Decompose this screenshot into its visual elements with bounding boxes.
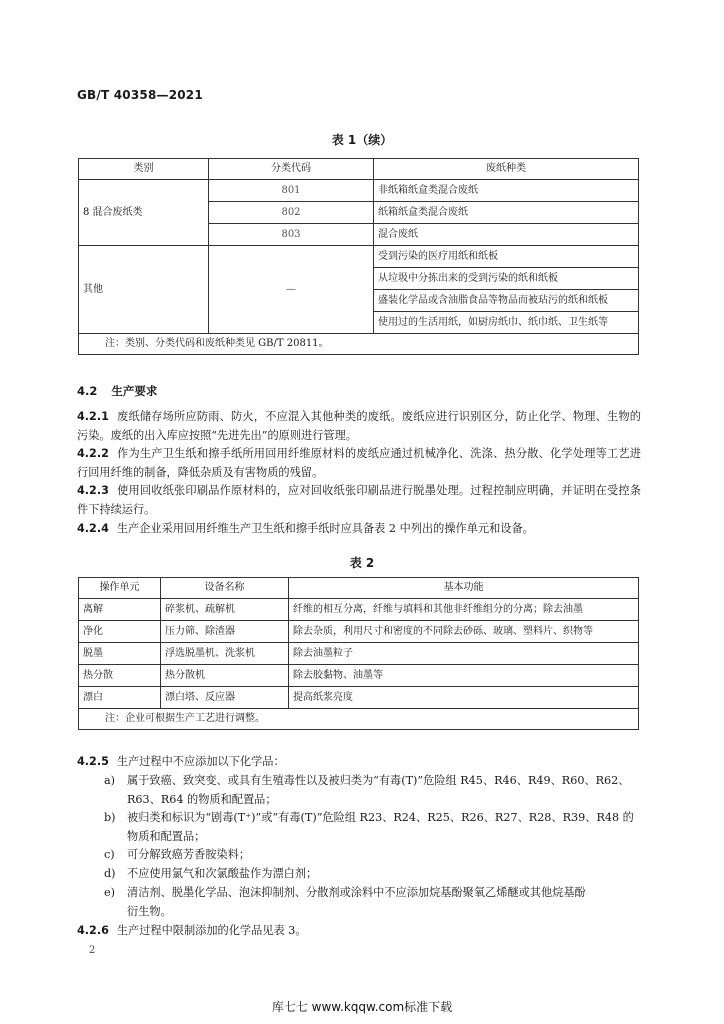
table1-caption: 表 1（续）: [331, 133, 393, 147]
list-label: c): [104, 848, 115, 861]
table2-unit-cell: 离解: [79, 599, 161, 621]
table-row: [79, 687, 639, 709]
table-row: [79, 621, 639, 643]
table1-header-code: 分类代码: [209, 159, 374, 180]
table1-group-label: 8 混合废纸类: [79, 180, 209, 246]
table2-header-unit: 操作单元: [79, 578, 161, 599]
table1-header-type: 废纸种类: [374, 159, 639, 180]
table1-code-cell: —: [209, 246, 374, 334]
section-number: 4.2: [77, 384, 98, 398]
table1-type-cell: 盛装化学品或含油脂食品等物品而被玷污的纸和纸板: [374, 290, 639, 312]
table2-note: 注：企业可根据生产工艺进行调整。: [79, 709, 639, 730]
list-text: [127, 884, 641, 921]
table-row: [79, 643, 639, 665]
table2-equip-cell: 热分散机: [161, 665, 289, 687]
list-label: a): [104, 774, 116, 787]
clause-number: 4.2.6: [77, 924, 109, 937]
table2-func-cell: 除去油墨粒子: [289, 643, 639, 665]
table1-type-cell: 混合废纸: [374, 224, 639, 246]
table2-equip-cell: 压力筛、除渣器: [161, 621, 289, 643]
table1-type-cell: 使用过的生活用纸，如厨房纸巾、纸巾纸、卫生纸等: [374, 312, 639, 334]
clause-number: 4.2.2: [77, 447, 109, 460]
table2: [78, 577, 639, 730]
table1-header-category: 类别: [79, 159, 209, 180]
table2-equip-cell: 碎浆机、疏解机: [161, 599, 289, 621]
list-line: 物质和配置品；: [127, 829, 206, 843]
table2-header-function: 基本功能: [289, 578, 639, 599]
table1-code-cell: 802: [209, 202, 374, 224]
table2-func-cell: 提高纸浆亮度: [289, 687, 639, 709]
section-heading: [77, 383, 171, 399]
clause-number: 4.2.4: [77, 522, 109, 535]
section-title: 生产要求: [111, 384, 158, 398]
clause-number: 4.2.1: [77, 410, 109, 423]
table-row: [79, 599, 639, 621]
table-row: [79, 246, 639, 268]
footer-watermark: 库七七 www.kqqw.com标准下载: [271, 1000, 453, 1014]
clause-text: 使用回收纸张印刷品作原材料的，应对回收纸张印刷品进行脱墨处理。过程控制应明确，并证明在受控条件下持续运行。: [77, 484, 641, 516]
table1-type-cell: 非纸箱纸盒类混合废纸: [374, 180, 639, 202]
table1-group-label: 其他: [79, 246, 209, 334]
table2-func-cell: 除去杂质，利用尺寸和密度的不同除去砂砾、玻璃、塑料片、织物等: [289, 621, 639, 643]
list-text: [127, 846, 641, 865]
clause-number: 4.2.5: [77, 755, 109, 768]
list-item: [77, 884, 641, 921]
clause-4-2-2: [77, 445, 641, 482]
clause-4-2-4: [77, 520, 641, 539]
table1-type-cell: 从垃圾中分拣出来的受到污染的纸和纸板: [374, 268, 639, 290]
clause-number: 4.2.3: [77, 484, 109, 497]
table1-code-cell: 803: [209, 224, 374, 246]
list-line: 清洁剂、脱墨化学品、泡沫抑制剂、分散剂或涂料中不应添加烷基酚聚氧乙烯醚或其他烷基酚: [127, 886, 586, 899]
list-line: 不应使用氯气和次氯酸盐作为漂白剂；: [127, 867, 318, 880]
table1: [78, 158, 639, 355]
table2-header-row: [79, 578, 639, 599]
clause-text: 废纸储存场所应防雨、防火，不应混入其他种类的废纸。废纸应进行识别区分，防止化学、物理、生物的污染。废纸的出入库应按照“先进先出”的原则进行管理。: [77, 410, 641, 442]
list-line: 属于致癌、致突变、或具有生殖毒性以及被归类为“有毒(T)”危险组 R45、R46、R49、R60、R62、: [127, 774, 630, 787]
list-label: d): [104, 867, 116, 880]
table2-func-cell: 纤维的相互分离，纤维与填料和其他非纤维组分的分离；除去油墨: [289, 599, 639, 621]
clause-text: 作为生产卫生纸和擦手纸所用回用纤维原材料的废纸应通过机械净化、洗涤、热分散、化学处理等工艺进行回用纤维的制备，降低杂质及有害物质的残留。: [77, 447, 641, 479]
list-line: 被归类和标识为“剧毒(T⁺)”或“有毒(T)”危险组 R23、R24、R25、R26、R27、R28、R39、R48 的: [127, 811, 634, 824]
table2-unit-cell: 脱墨: [79, 643, 161, 665]
table-row: [79, 180, 639, 202]
page-number: 2: [89, 945, 96, 956]
table1-type-cell: 受到污染的医疗用纸和纸板: [374, 246, 639, 268]
table1-type-cell: 纸箱纸盒类混合废纸: [374, 202, 639, 224]
clause-4-2-5: [77, 753, 641, 772]
table1-note-row: [79, 334, 639, 355]
list-item: [77, 809, 641, 846]
document-code: GB/T 40358—2021: [77, 88, 203, 102]
table1-code-cell: 801: [209, 180, 374, 202]
clause-4-2-6: [77, 922, 641, 941]
list-text: [127, 865, 641, 884]
table2-header-equipment: 设备名称: [161, 578, 289, 599]
table-row: [79, 665, 639, 687]
clause-4-2-1: [77, 408, 641, 445]
clause-text: 生产企业采用回用纤维生产卫生纸和擦手纸时应具备表 2 中列出的操作单元和设备。: [116, 522, 534, 535]
table2-equip-cell: 漂白塔、反应器: [161, 687, 289, 709]
list-line: 可分解致癌芳香胺染料；: [127, 848, 251, 861]
clause-text: 生产过程中不应添加以下化学品：: [116, 755, 285, 768]
list-line: R63、R64 的物质和配置品；: [127, 792, 277, 806]
list-item: [77, 772, 641, 809]
table2-note-row: [79, 709, 639, 730]
table2-caption: 表 2: [349, 556, 375, 570]
table1-note: 注：类别、分类代码和废纸种类见 GB/T 20811。: [79, 334, 639, 355]
list-label: e): [104, 886, 115, 899]
list-item: [77, 865, 641, 884]
list-item: [77, 846, 641, 865]
table1-header-row: [79, 159, 639, 180]
table2-unit-cell: 净化: [79, 621, 161, 643]
table2-func-cell: 除去胶黏物、油墨等: [289, 665, 639, 687]
table2-unit-cell: 热分散: [79, 665, 161, 687]
list-text: [127, 809, 641, 846]
clause-4-2-3: [77, 482, 641, 519]
clause-text: 生产过程中限制添加的化学品见表 3。: [116, 924, 307, 937]
list-line: 衍生物。: [127, 904, 172, 918]
table2-equip-cell: 浮选脱墨机、洗浆机: [161, 643, 289, 665]
table2-unit-cell: 漂白: [79, 687, 161, 709]
list-label: b): [104, 811, 116, 824]
list-text: [127, 772, 641, 809]
